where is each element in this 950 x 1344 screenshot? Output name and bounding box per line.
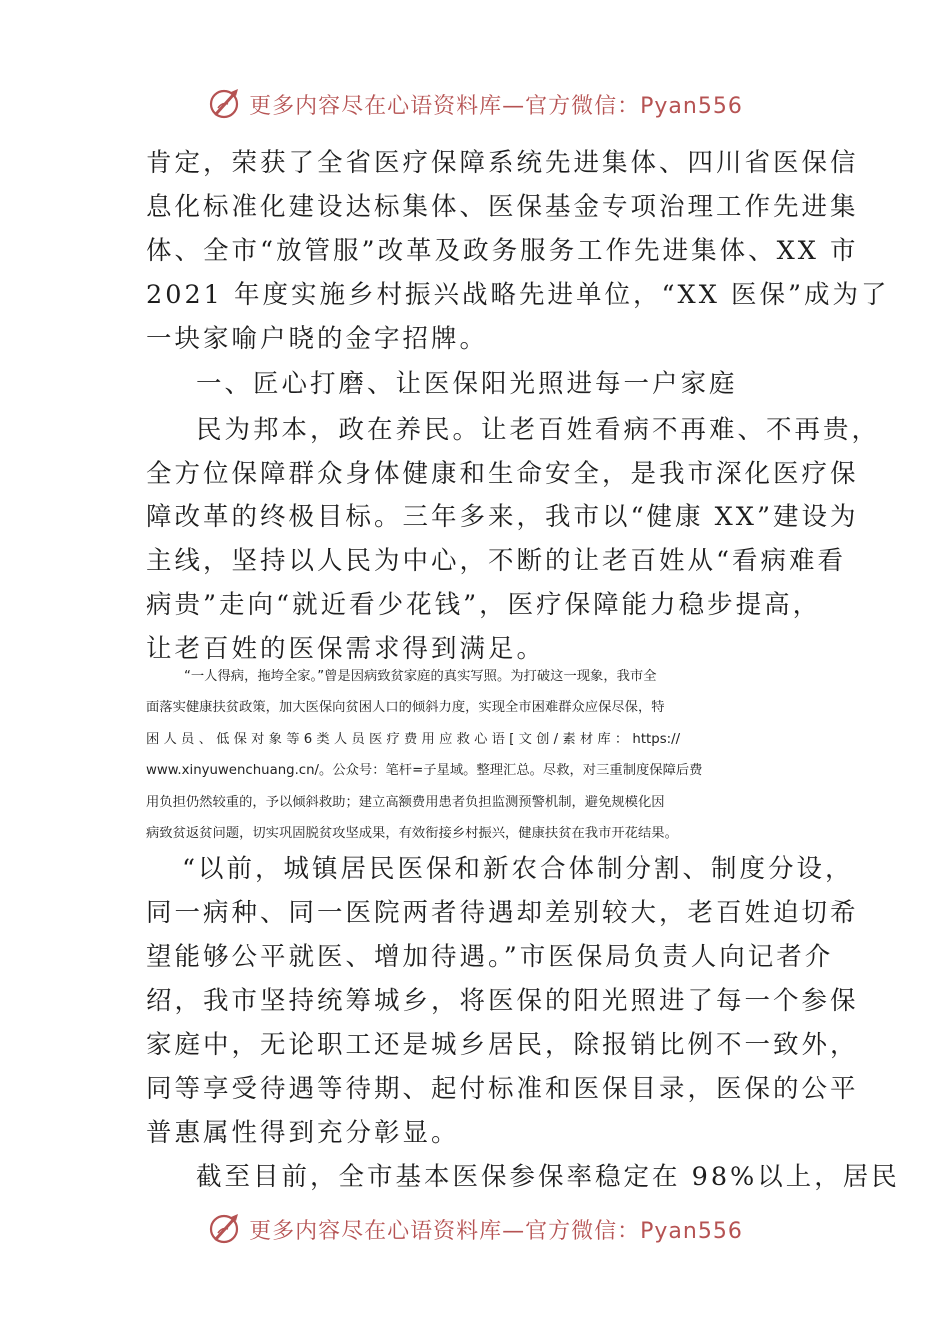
text-line: 让老百姓的医保需求得到满足。 (146, 634, 546, 664)
text-line: 一块家喻户晓的金字招牌。 (146, 324, 489, 354)
text-line: 绍，我市坚持统筹城乡，将医保的阳光照进了每一个参保 (146, 986, 859, 1016)
text-line: 2021 年度实施乡村振兴战略先进单位，“XX 医保”成为了 (146, 280, 890, 310)
note-line: 病致贫返贫问题，切实巩固脱贫攻坚成果，有效衔接乡村振兴，健康扶贫在我市开花结果。 (146, 826, 678, 842)
text-line: 体、全市“放管服”改革及政务服务工作先进集体、XX 市 (146, 236, 859, 266)
text-line: 民为邦本，政在养民。让老百姓看病不再难、不再贵， (196, 415, 881, 445)
note-line: “一人得病，拖垮全家。”曾是因病致贫家庭的真实写照。为打破这一现象，我市全 (184, 669, 657, 684)
text-line: 同一病种、同一医院两者待遇却差别较大，老百姓迫切希 (146, 898, 859, 928)
banner-text: 更多内容尽在心语资料库—官方微信：Pyan556 (249, 1218, 743, 1244)
banner-text: 更多内容尽在心语资料库—官方微信：Pyan556 (249, 93, 743, 119)
text-line: 普惠属性得到充分彰显。 (146, 1118, 460, 1148)
footer-watermark-banner (0, 1209, 950, 1249)
text-line: “以前，城镇居民医保和新农合体制分割、制度分设， (182, 854, 854, 884)
note-line: 困 人 员 、 低 保 对 象 等 6 类 人 员 医 疗 费 用 应 救 心 语 [ 文 创 / 素 材 库 ： https:// (146, 731, 681, 747)
text-line: 病贵”走向“就近看少花钱”，医疗保障能力稳步提高， (146, 590, 822, 620)
text-line: 肯定，荣获了全省医疗保障系统先进集体、四川省医保信 (146, 148, 859, 178)
note-line: 面落实健康扶贫政策，加大医保向贫困人口的倾斜力度，实现全市困难群众应保尽保，特 (146, 700, 665, 716)
text-line: 息化标准化建设达标集体、医保基金专项治理工作先进集 (146, 192, 859, 222)
text-line: 障改革的终极目标。三年多来，我市以“健康 XX”建设为 (146, 502, 859, 532)
small-note-paragraph (146, 661, 808, 849)
text-line: 主线，坚持以人民为中心，不断的让老百姓从“看病难看 (146, 546, 847, 576)
note-line: 用负担仍然较重的，予以倾斜救助；建立高额费用患者负担监测预警机制，避免规模化因 (146, 794, 665, 810)
text-line: 望能够公平就医、增加待遇。”市医保局负责人向记者介 (146, 942, 834, 972)
section-heading: 一、匠心打磨、让医保阳光照进每一户家庭 (196, 369, 738, 399)
text-line: 家庭中，无论职工还是城乡居民，除报销比例不一致外， (146, 1030, 859, 1060)
header-watermark-banner (0, 84, 950, 124)
note-line: www.xinyuwenchuang.cn/。公众号：笔杆=子星域。整理汇总。尽救，对三重制度保障后费 (146, 763, 703, 779)
pen-logo-icon (207, 1211, 243, 1247)
text-line: 全方位保障群众身体健康和生命安全，是我市深化医疗保 (146, 459, 859, 489)
pen-logo-icon (207, 86, 243, 122)
text-line: 截至目前，全市基本医保参保率稳定在 98%以上，居民 (196, 1162, 900, 1192)
text-line: 同等享受待遇等待期、起付标准和医保目录，医保的公平 (146, 1074, 859, 1104)
